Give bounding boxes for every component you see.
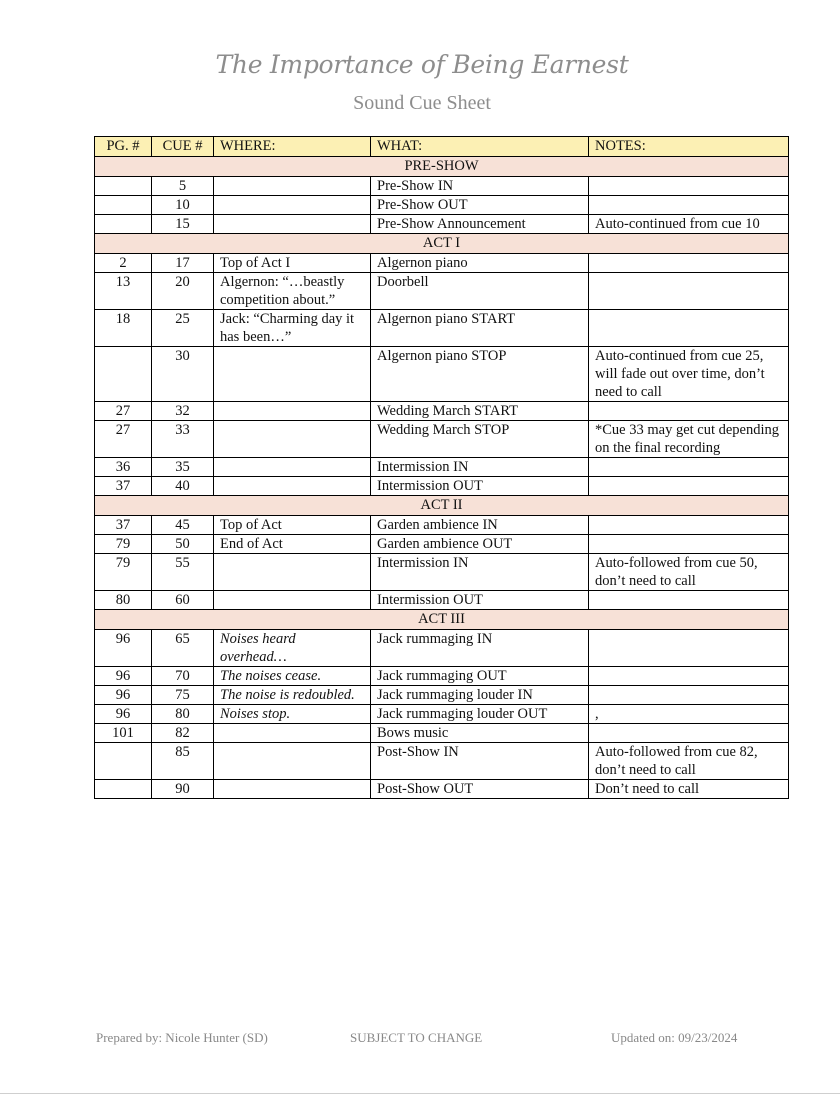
cell-what: Garden ambience IN xyxy=(371,516,589,535)
cell-what: Wedding March STOP xyxy=(371,421,589,458)
cell-cue: 45 xyxy=(152,516,214,535)
cell-cue: 40 xyxy=(152,477,214,496)
cell-where xyxy=(214,421,371,458)
cell-what: Intermission IN xyxy=(371,458,589,477)
cell-page: 79 xyxy=(95,554,152,591)
cell-page: 27 xyxy=(95,402,152,421)
cell-where xyxy=(214,554,371,591)
cell-notes: Don’t need to call xyxy=(589,780,789,799)
cell-where xyxy=(214,177,371,196)
cell-what: Jack rummaging louder IN xyxy=(371,686,589,705)
table-row xyxy=(95,177,789,196)
cell-notes: Auto-followed from cue 82, don’t need to call xyxy=(589,743,789,780)
section-row xyxy=(95,157,789,177)
cell-where: Top of Act I xyxy=(214,254,371,273)
cell-cue: 17 xyxy=(152,254,214,273)
column-header-what: WHAT: xyxy=(371,137,589,157)
table-row xyxy=(95,421,789,458)
cell-what: Jack rummaging IN xyxy=(371,630,589,667)
cell-notes xyxy=(589,724,789,743)
cell-notes xyxy=(589,516,789,535)
cell-cue: 82 xyxy=(152,724,214,743)
cue-table xyxy=(94,136,789,799)
table-row xyxy=(95,310,789,347)
cell-cue: 20 xyxy=(152,273,214,310)
cell-notes xyxy=(589,177,789,196)
cell-page: 27 xyxy=(95,421,152,458)
cell-where xyxy=(214,458,371,477)
column-header-cue: CUE # xyxy=(152,137,214,157)
cell-cue: 35 xyxy=(152,458,214,477)
cell-notes xyxy=(589,458,789,477)
cell-notes: *Cue 33 may get cut depending on the final recording xyxy=(589,421,789,458)
cell-notes xyxy=(589,535,789,554)
cue-table-body xyxy=(95,157,789,799)
cell-where xyxy=(214,477,371,496)
cell-page xyxy=(95,780,152,799)
column-header-where: WHERE: xyxy=(214,137,371,157)
table-row xyxy=(95,724,789,743)
table-row xyxy=(95,458,789,477)
cell-notes xyxy=(589,254,789,273)
cell-page xyxy=(95,743,152,780)
cell-page xyxy=(95,196,152,215)
cell-what: Post-Show OUT xyxy=(371,780,589,799)
cell-page xyxy=(95,177,152,196)
cell-page: 96 xyxy=(95,667,152,686)
cell-cue: 90 xyxy=(152,780,214,799)
table-row xyxy=(95,273,789,310)
cell-cue: 50 xyxy=(152,535,214,554)
cell-notes xyxy=(589,477,789,496)
cell-notes: , xyxy=(589,705,789,724)
cell-notes xyxy=(589,591,789,610)
cell-notes xyxy=(589,686,789,705)
cell-cue: 75 xyxy=(152,686,214,705)
cell-cue: 65 xyxy=(152,630,214,667)
cell-page: 36 xyxy=(95,458,152,477)
cell-what: Jack rummaging louder OUT xyxy=(371,705,589,724)
cell-cue: 25 xyxy=(152,310,214,347)
cell-page: 80 xyxy=(95,591,152,610)
cell-page: 18 xyxy=(95,310,152,347)
section-row xyxy=(95,610,789,630)
section-row xyxy=(95,496,789,516)
cell-what: Pre-Show IN xyxy=(371,177,589,196)
cell-where: End of Act xyxy=(214,535,371,554)
cell-cue: 80 xyxy=(152,705,214,724)
cell-what: Doorbell xyxy=(371,273,589,310)
cell-cue: 33 xyxy=(152,421,214,458)
cell-what: Jack rummaging OUT xyxy=(371,667,589,686)
cell-where xyxy=(214,215,371,234)
section-label: ACT III xyxy=(95,610,789,630)
cell-what: Algernon piano START xyxy=(371,310,589,347)
cell-what: Algernon piano STOP xyxy=(371,347,589,402)
table-row xyxy=(95,535,789,554)
cell-page: 96 xyxy=(95,705,152,724)
cell-cue: 30 xyxy=(152,347,214,402)
cell-what: Wedding March START xyxy=(371,402,589,421)
cell-what: Intermission OUT xyxy=(371,477,589,496)
cell-where: Noises stop. xyxy=(214,705,371,724)
cell-cue: 85 xyxy=(152,743,214,780)
cell-notes xyxy=(589,273,789,310)
footer-updated: Updated on: 09/23/2024 xyxy=(611,1030,738,1045)
cell-page: 79 xyxy=(95,535,152,554)
cell-where: Algernon: “…beastly competition about.” xyxy=(214,273,371,310)
cell-cue: 70 xyxy=(152,667,214,686)
document-title: The Importance of Being Earnest xyxy=(215,50,629,79)
table-row xyxy=(95,630,789,667)
footer-prepared-by: Prepared by: Nicole Hunter (SD) xyxy=(96,1030,268,1045)
cell-what: Pre-Show OUT xyxy=(371,196,589,215)
cell-cue: 55 xyxy=(152,554,214,591)
table-row xyxy=(95,196,789,215)
table-row xyxy=(95,477,789,496)
cell-where xyxy=(214,743,371,780)
cell-notes xyxy=(589,667,789,686)
section-label: ACT I xyxy=(95,234,789,254)
section-label: ACT II xyxy=(95,496,789,516)
cell-what: Bows music xyxy=(371,724,589,743)
cell-where xyxy=(214,402,371,421)
table-row xyxy=(95,743,789,780)
cell-where xyxy=(214,591,371,610)
table-row xyxy=(95,402,789,421)
cell-cue: 5 xyxy=(152,177,214,196)
section-row xyxy=(95,234,789,254)
cell-what: Pre-Show Announcement xyxy=(371,215,589,234)
cell-page: 37 xyxy=(95,477,152,496)
cell-page: 37 xyxy=(95,516,152,535)
cell-where: The noises cease. xyxy=(214,667,371,686)
cell-notes xyxy=(589,402,789,421)
table-header-row xyxy=(95,137,789,157)
cell-what: Intermission IN xyxy=(371,554,589,591)
cell-cue: 15 xyxy=(152,215,214,234)
table-row xyxy=(95,554,789,591)
cell-where xyxy=(214,196,371,215)
cell-where xyxy=(214,780,371,799)
document-subtitle: Sound Cue Sheet xyxy=(353,92,491,114)
cell-notes xyxy=(589,196,789,215)
cell-page xyxy=(95,347,152,402)
cell-page: 96 xyxy=(95,630,152,667)
cell-what: Post-Show IN xyxy=(371,743,589,780)
column-header-page: PG. # xyxy=(95,137,152,157)
cell-notes xyxy=(589,630,789,667)
cell-cue: 60 xyxy=(152,591,214,610)
cell-notes: Auto-continued from cue 10 xyxy=(589,215,789,234)
cell-notes: Auto-followed from cue 50, don’t need to call xyxy=(589,554,789,591)
cell-cue: 32 xyxy=(152,402,214,421)
page-edge-divider xyxy=(0,1093,840,1094)
cell-where: Top of Act xyxy=(214,516,371,535)
table-row xyxy=(95,780,789,799)
table-row xyxy=(95,347,789,402)
cell-what: Algernon piano xyxy=(371,254,589,273)
cell-where xyxy=(214,347,371,402)
cell-notes xyxy=(589,310,789,347)
cell-notes: Auto-continued from cue 25, will fade out over time, don’t need to call xyxy=(589,347,789,402)
cell-what: Garden ambience OUT xyxy=(371,535,589,554)
cell-page xyxy=(95,215,152,234)
table-row xyxy=(95,591,789,610)
cell-cue: 10 xyxy=(152,196,214,215)
cell-page: 96 xyxy=(95,686,152,705)
table-row xyxy=(95,516,789,535)
footer-status: SUBJECT TO CHANGE xyxy=(350,1030,483,1045)
cell-page: 13 xyxy=(95,273,152,310)
cell-where: Jack: “Charming day it has been…” xyxy=(214,310,371,347)
table-row xyxy=(95,705,789,724)
cell-page: 101 xyxy=(95,724,152,743)
table-row xyxy=(95,667,789,686)
table-row xyxy=(95,254,789,273)
table-row xyxy=(95,215,789,234)
table-row xyxy=(95,686,789,705)
cell-what: Intermission OUT xyxy=(371,591,589,610)
cell-where xyxy=(214,724,371,743)
cell-where: The noise is redoubled. xyxy=(214,686,371,705)
cell-where: Noises heard overhead… xyxy=(214,630,371,667)
cell-page: 2 xyxy=(95,254,152,273)
column-header-notes: NOTES: xyxy=(589,137,789,157)
section-label: PRE-SHOW xyxy=(95,157,789,177)
